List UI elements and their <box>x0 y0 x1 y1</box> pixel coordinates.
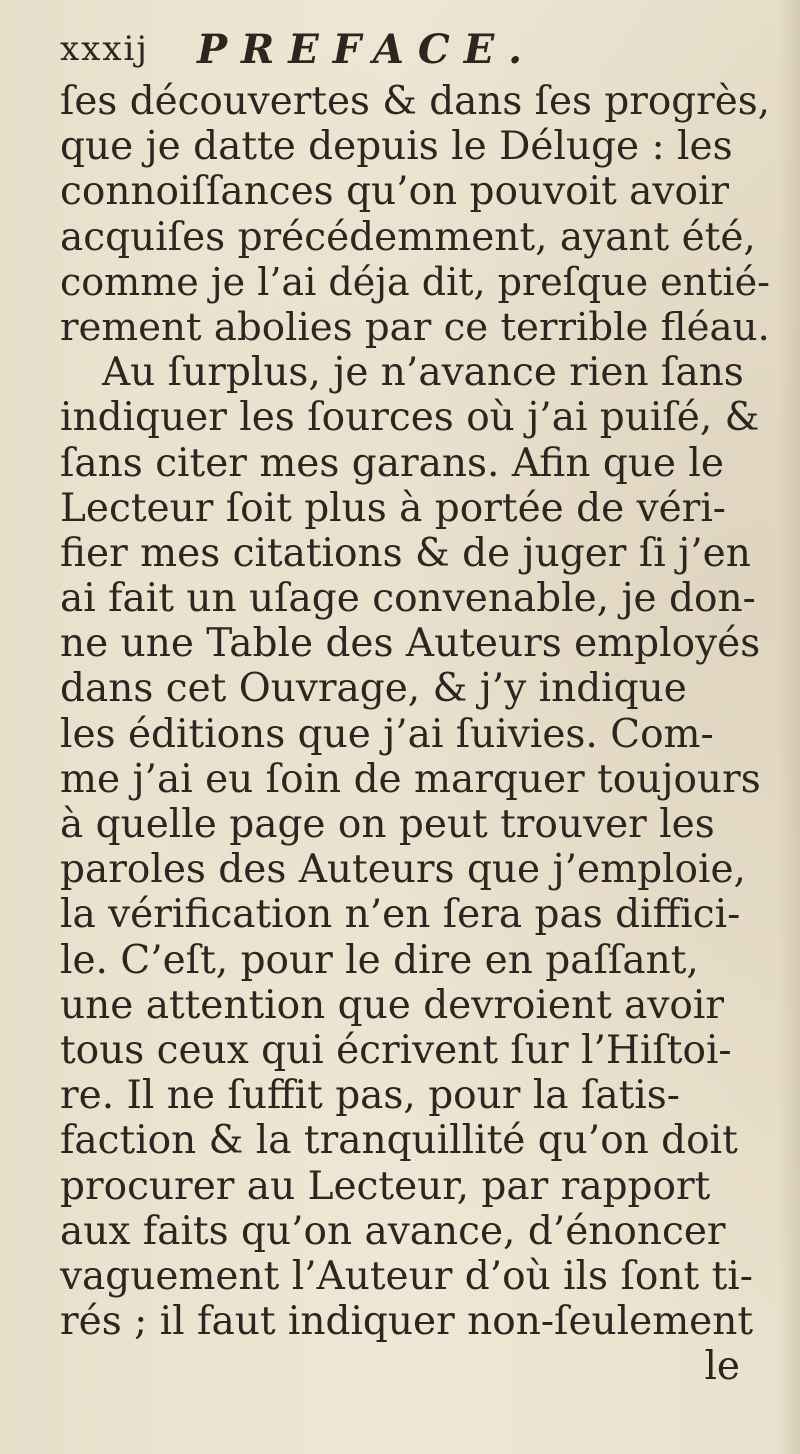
running-title: PREFACE. <box>196 25 537 73</box>
text-line: ſes découvertes & dans ſes progrès, <box>60 79 771 124</box>
body-text <box>60 79 770 1389</box>
page-number: xxxij <box>60 29 149 69</box>
text-line: vaguement l’Auteur d’où ils ſont ti- <box>60 1253 753 1299</box>
text-line: le. C’eſt, pour le dire en paſſant, <box>60 937 699 983</box>
text-line: connoiſſances qu’on pouvoit avoir <box>60 169 730 215</box>
text-line: ne une Table des Auteurs employés <box>60 621 761 667</box>
text-line: procurer au Lecteur, par rapport <box>60 1163 711 1209</box>
catchword: le <box>704 1344 740 1390</box>
page-edge-shadow <box>778 0 800 1454</box>
text-line: faction & la tranquillité qu’on doit <box>60 1118 738 1164</box>
text-line: rement abolies par ce terrible fléau. <box>60 304 770 350</box>
text-line: la vérification n’en ſera pas diffici- <box>60 892 741 938</box>
text-line: paroles des Auteurs que j’emploie, <box>60 847 746 893</box>
page-header <box>60 18 536 80</box>
text-line: acquiſes précédemment, ayant été, <box>60 214 756 260</box>
text-line: fier mes citations & de juger ſi j’en <box>60 530 751 576</box>
text-line: rés ; il faut indiquer non-ſeulement <box>60 1299 754 1345</box>
text-line: ſans citer mes garans. Afin que le <box>60 440 724 486</box>
text-line: dans cet Ouvrage, & j’y indique <box>60 666 687 712</box>
text-line: me j’ai eu ſoin de marquer toujours <box>60 756 761 802</box>
text-line: aux faits qu’on avance, d’énoncer <box>60 1208 726 1254</box>
text-line: comme je l’ai déja dit, preſque entié- <box>60 259 770 304</box>
text-line: indiquer les ſources où j’ai puiſé, & <box>60 395 760 441</box>
text-line: Lecteur ſoit plus à portée de véri- <box>60 485 726 531</box>
text-line: ai fait un uſage convenable, je don- <box>60 576 756 622</box>
text-line: que je datte depuis le Déluge : les <box>60 124 733 170</box>
text-line: les éditions que j’ai ſuivies. Com- <box>60 711 714 757</box>
paragraph-start-line: Au ſurplus, je n’avance rien ſans <box>102 350 744 396</box>
text-line: re. Il ne ſuffit pas, pour la ſatis- <box>60 1073 680 1119</box>
text-line: à quelle page on peut trouver les <box>60 802 715 847</box>
text-line: une attention que devroient avoir <box>60 982 725 1028</box>
text-line: tous ceux qui écrivent ſur l’Hiſtoi- <box>60 1027 732 1073</box>
